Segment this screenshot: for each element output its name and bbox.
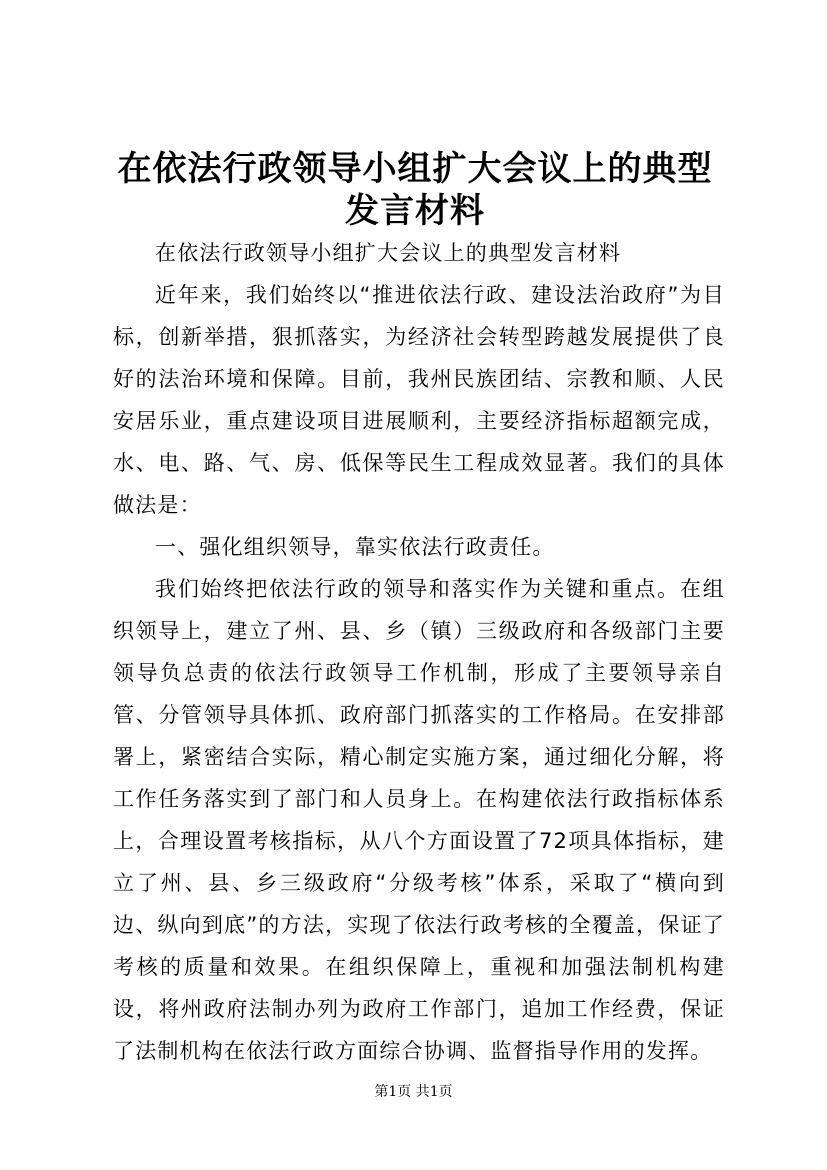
paragraph-section-heading: 一、强化组织领导，靠实依法行政责任。 [155, 535, 555, 559]
paragraph-subtitle: 在依法行政领导小组扩大会议上的典型发言材料 [155, 241, 622, 265]
paragraph-intro: 近年来，我们始终以“推进依法行政、建设法治政府”为目标，创新举措，狠抓落实，为经济社会转型跨越发展提供了良好的法治环境和保障。目前，我州民族团结、宗教和顺、人民安居乐业，重点建设项目进展顺利，主要经济指标超额完成，水、电、路、气、房、低保等民生工程成效显著。我们的具体做法是： [113, 283, 725, 517]
paragraph-section-body: 我们始终把依法行政的领导和落实作为关键和重点。在组织领导上，建立了州、县、乡（镇）三级政府和各级部门主要领导负总责的依法行政领导工作机制，形成了主要领导亲自管、分管领导具体抓、政府部门抓落实的工作格局。在安排部署上，紧密结合实际，精心制定实施方案，通过细化分解，将工作任务落实到了部门和人员身上。在构建依法行政指标体系上，合理设置考核指标，从八个方面设置了72项具体指标，建立了州、县、乡三级政府“分级考核”体系，采取了“横向到边、纵向到底”的方法，实现了依法行政考核的全覆盖，保证了考核的质量和效果。在组织保障上，重视和加强法制机构建设，将州政府法制办列为政府工作部门，追加工作经费，保证了法制机构在依法行政方面综合协调、监督指导作用的发挥。 [113, 577, 725, 1063]
document-body [113, 232, 725, 1072]
document-title: 在依法行政领导小组扩大会议上的典型发言材料 [117, 149, 713, 231]
page-footer: 第1页 共1页 [374, 1084, 453, 1100]
